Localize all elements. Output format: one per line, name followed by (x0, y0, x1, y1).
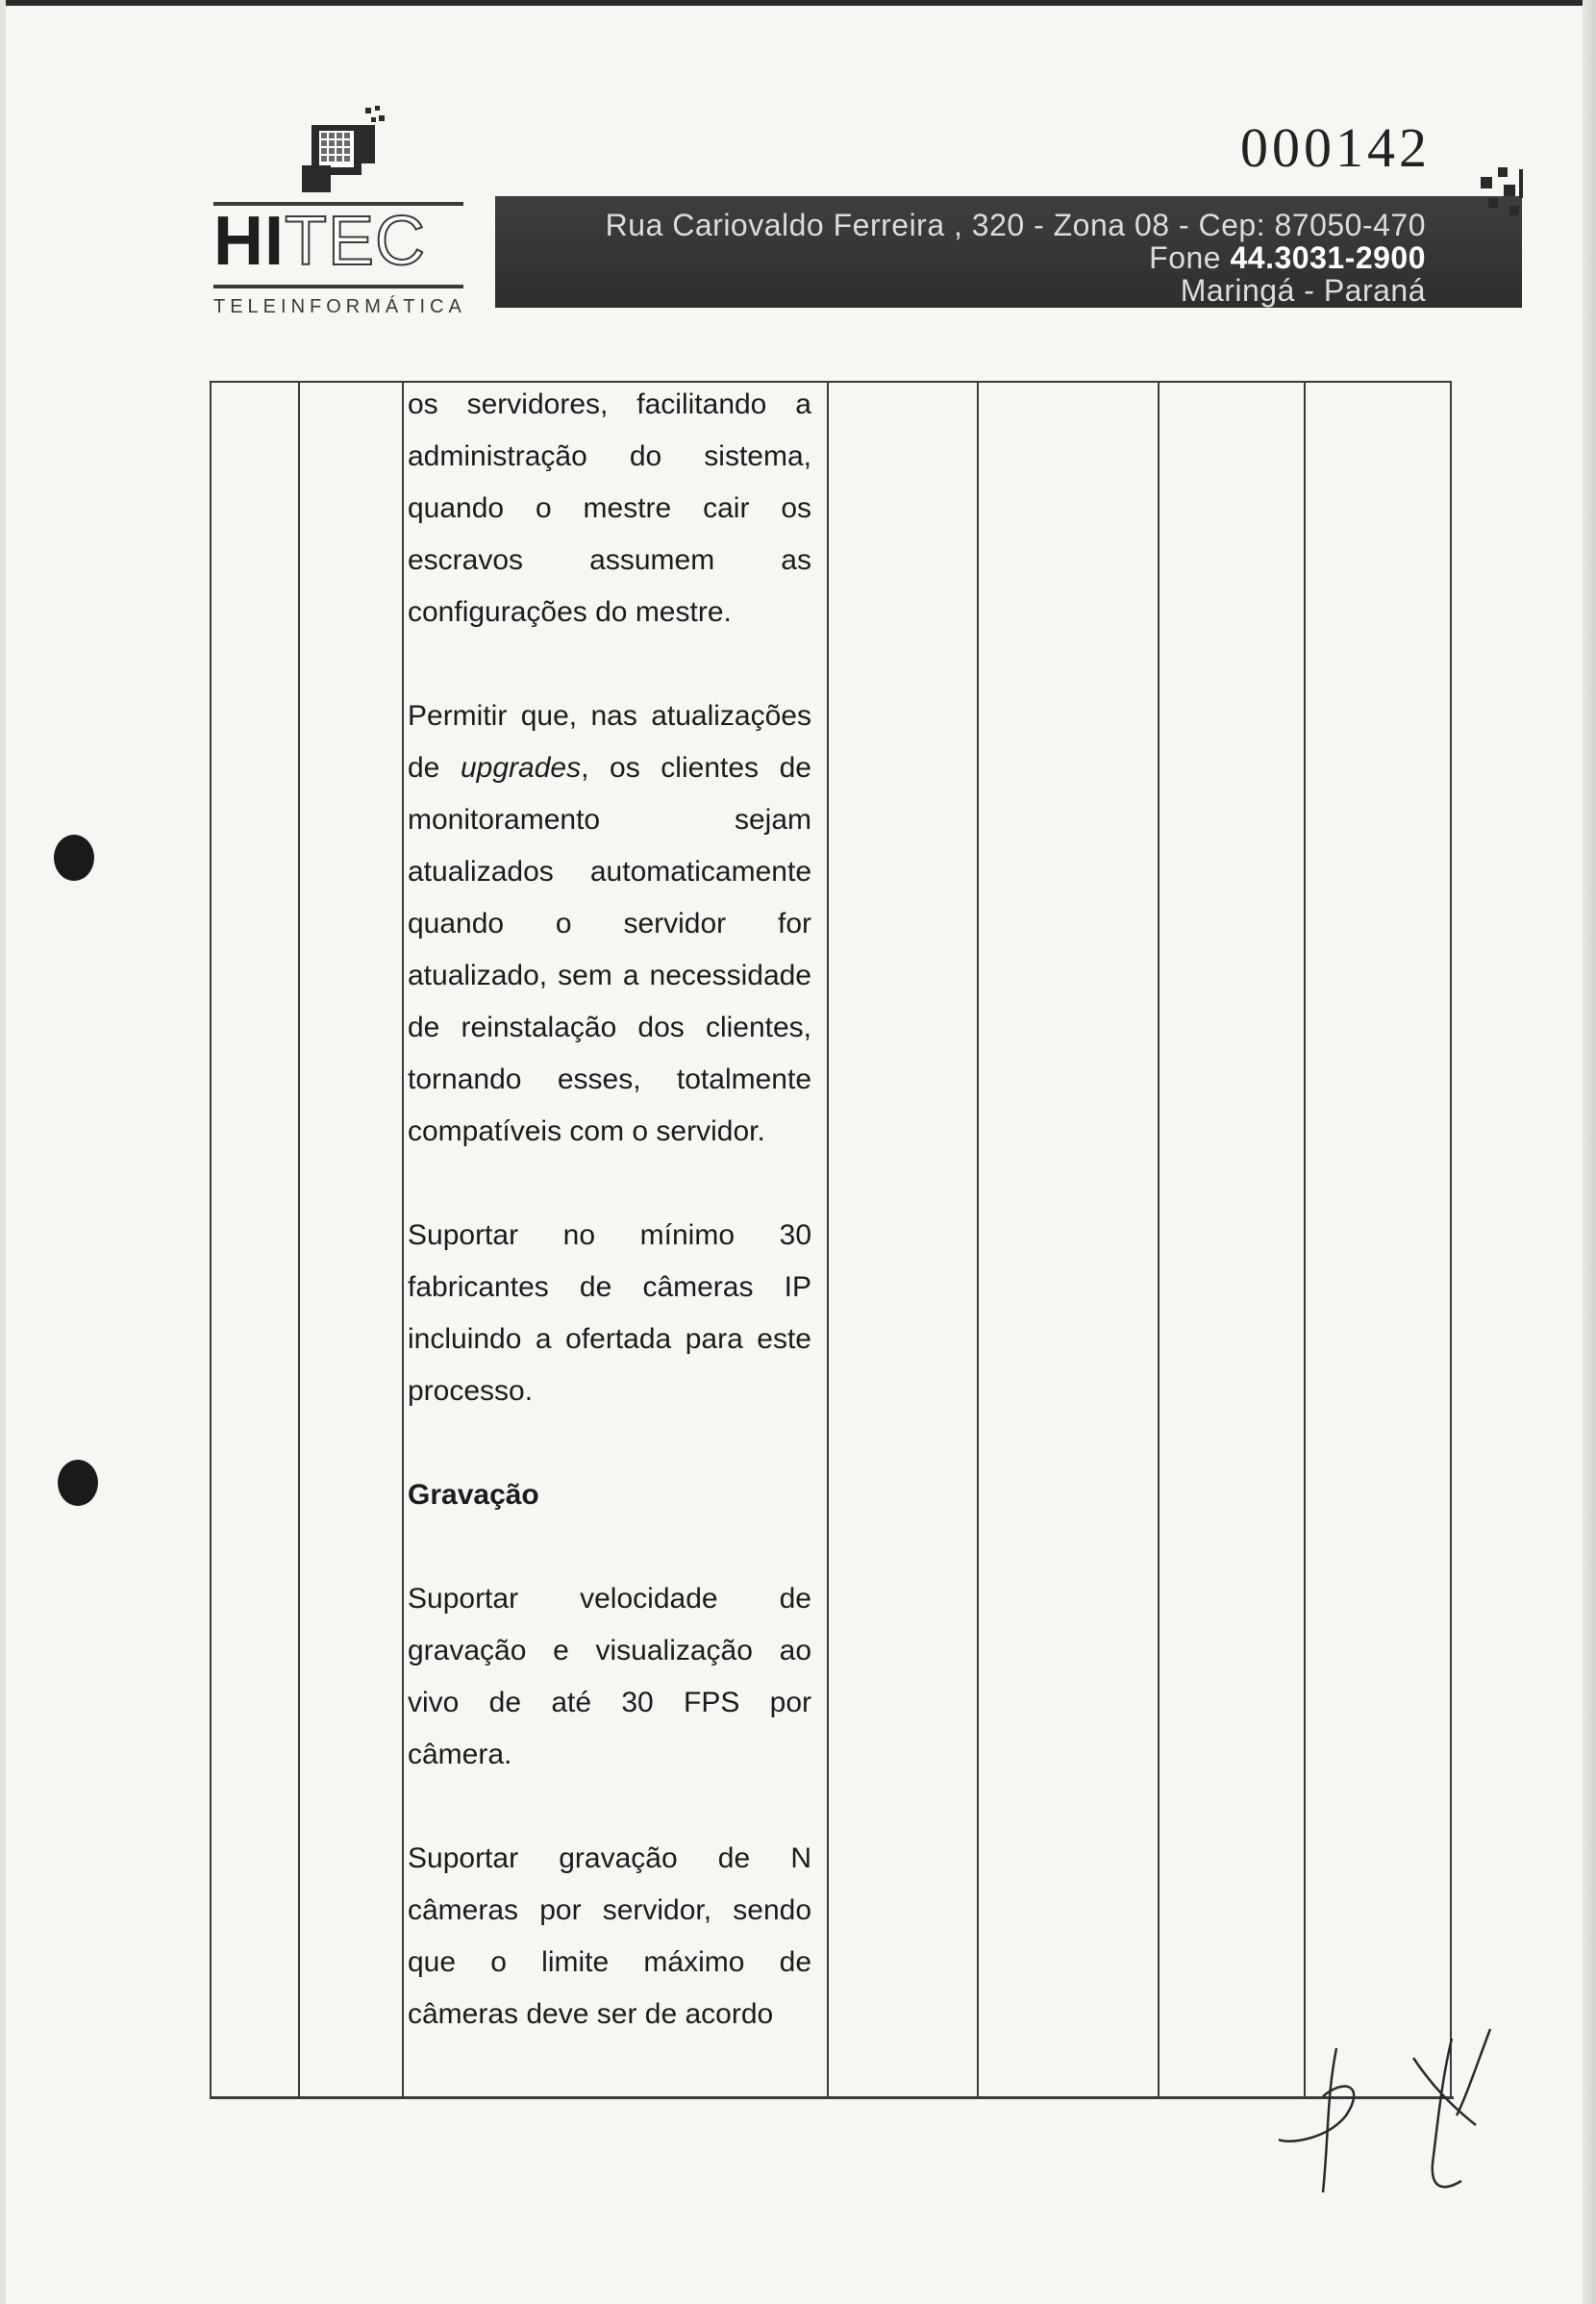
spec-description-cell (408, 379, 811, 2041)
table-col-line-2 (298, 381, 300, 2098)
table-col-line-8 (1450, 381, 1452, 2098)
table-col-line-7 (1304, 381, 1306, 2098)
punch-hole (58, 1460, 98, 1506)
address-banner (495, 196, 1522, 308)
handwritten-initials-signature (1269, 2019, 1519, 2212)
table-col-line-5 (977, 381, 979, 2098)
table-col-line-6 (1158, 381, 1160, 2098)
document-number: 000142 (1240, 116, 1431, 179)
logo-text-bold: HI (213, 203, 285, 280)
spec-paragraph: os servidores, facilitando a administração do sistema, quando o mestre cair os escravos assumem as configurações do mestre. (408, 388, 811, 628)
spec-paragraph (408, 690, 811, 1158)
table-bottom-border (210, 2096, 1454, 2099)
spec-italic-term: upgrades (460, 752, 582, 784)
logo-tagline: TELEINFORMÁTICA (213, 296, 466, 317)
banner-address: Rua Cariovaldo Ferreira , 320 - Zona 08 - Cep: 87050-470 (605, 208, 1426, 242)
table-col-line-1 (210, 381, 212, 2098)
logo-text-light: TEC (285, 203, 426, 280)
table-col-line-3 (402, 381, 404, 2098)
scan-edge-right (1583, 0, 1596, 2304)
spec-paragraph: Suportar gravação de N câmeras por servidor, sendo que o limite máximo de câmeras deve ser de acordo (408, 1842, 811, 2030)
section-heading: Gravação (408, 1479, 539, 1511)
punch-hole (54, 835, 94, 881)
table-top-border (210, 381, 1450, 383)
spec-text: , os clientes de monitoramento sejam atualizados automaticamente quando o servidor for atualizado, sem a necessidade de reinstalação dos clientes, tornando esses, totalmente compatíveis com o servidor. (408, 752, 811, 1147)
spec-text: Permitir que, nas atualizações de (408, 700, 811, 784)
hitec-logo (213, 96, 466, 317)
table-col-line-4 (827, 381, 829, 2098)
phone-number: 44.3031-2900 (1230, 240, 1426, 275)
banner-city: Maringá - Paraná (1180, 273, 1426, 308)
logo-rule-bottom (213, 285, 463, 288)
logo-wordmark (213, 203, 463, 280)
phone-label: Fone (1149, 240, 1222, 275)
scan-edge-left (0, 0, 6, 2304)
spec-paragraph: Suportar velocidade de gravação e visualização ao vivo de até 30 FPS por câmera. (408, 1583, 811, 1770)
logo-monitor-icon (302, 106, 398, 192)
pixel-decoration-icon (1471, 163, 1529, 308)
scan-edge-top (0, 0, 1596, 6)
banner-phone (1149, 240, 1426, 276)
spec-paragraph: Suportar no mínimo 30 fabricantes de câmeras IP incluindo a ofertada para este processo. (408, 1219, 811, 1407)
